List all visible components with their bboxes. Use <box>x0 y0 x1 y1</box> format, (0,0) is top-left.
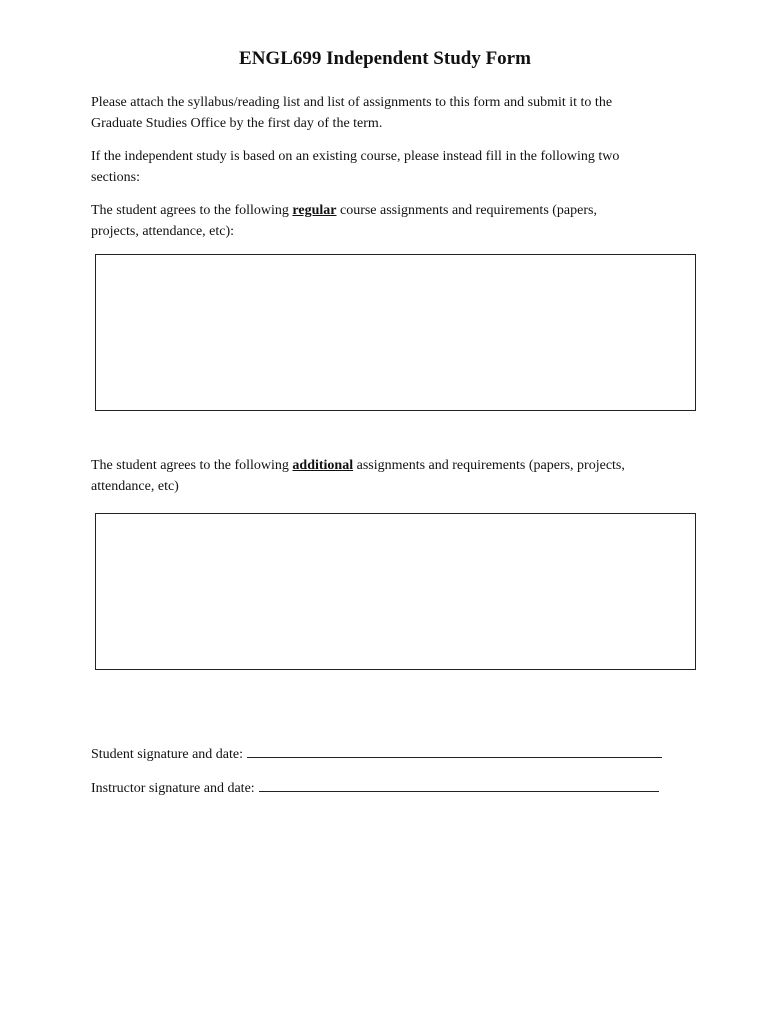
instructor-signature-row <box>91 777 659 799</box>
existing-line-1: If the independent study is based on an existing course, please instead fill in the following two <box>91 149 620 164</box>
additional-suffix: assignments and requirements (papers, projects, <box>353 458 625 473</box>
additional-prefix: The student agrees to the following <box>91 458 293 473</box>
intro-line-1: Please attach the syllabus/reading list and list of assignments to this form and submit it to the <box>91 95 613 110</box>
regular-emphasis: regular <box>292 203 337 218</box>
instructor-signature-label: Instructor signature and date: <box>91 781 255 796</box>
regular-line-2: projects, attendance, etc): <box>91 224 235 239</box>
additional-emphasis: additional <box>292 458 354 473</box>
additional-line-2: attendance, etc) <box>91 479 179 494</box>
regular-requirements-field[interactable] <box>95 254 696 411</box>
student-signature-label: Student signature and date: <box>91 747 244 762</box>
form-title: ENGL699 Independent Study Form <box>239 48 531 69</box>
intro-line-2: Graduate Studies Office by the first day of the term. <box>91 116 383 131</box>
regular-suffix: course assignments and requirements (papers, <box>336 203 597 218</box>
regular-prefix: The student agrees to the following <box>91 203 293 218</box>
existing-course-paragraph <box>91 146 691 188</box>
additional-requirements-field[interactable] <box>95 513 696 670</box>
existing-line-2: sections: <box>91 170 140 185</box>
instructor-signature-field[interactable] <box>259 777 659 792</box>
student-signature-row <box>91 743 662 765</box>
regular-requirements-prompt <box>91 200 691 242</box>
student-signature-field[interactable] <box>247 743 662 758</box>
intro-paragraph <box>91 92 691 134</box>
additional-requirements-prompt <box>91 455 691 497</box>
